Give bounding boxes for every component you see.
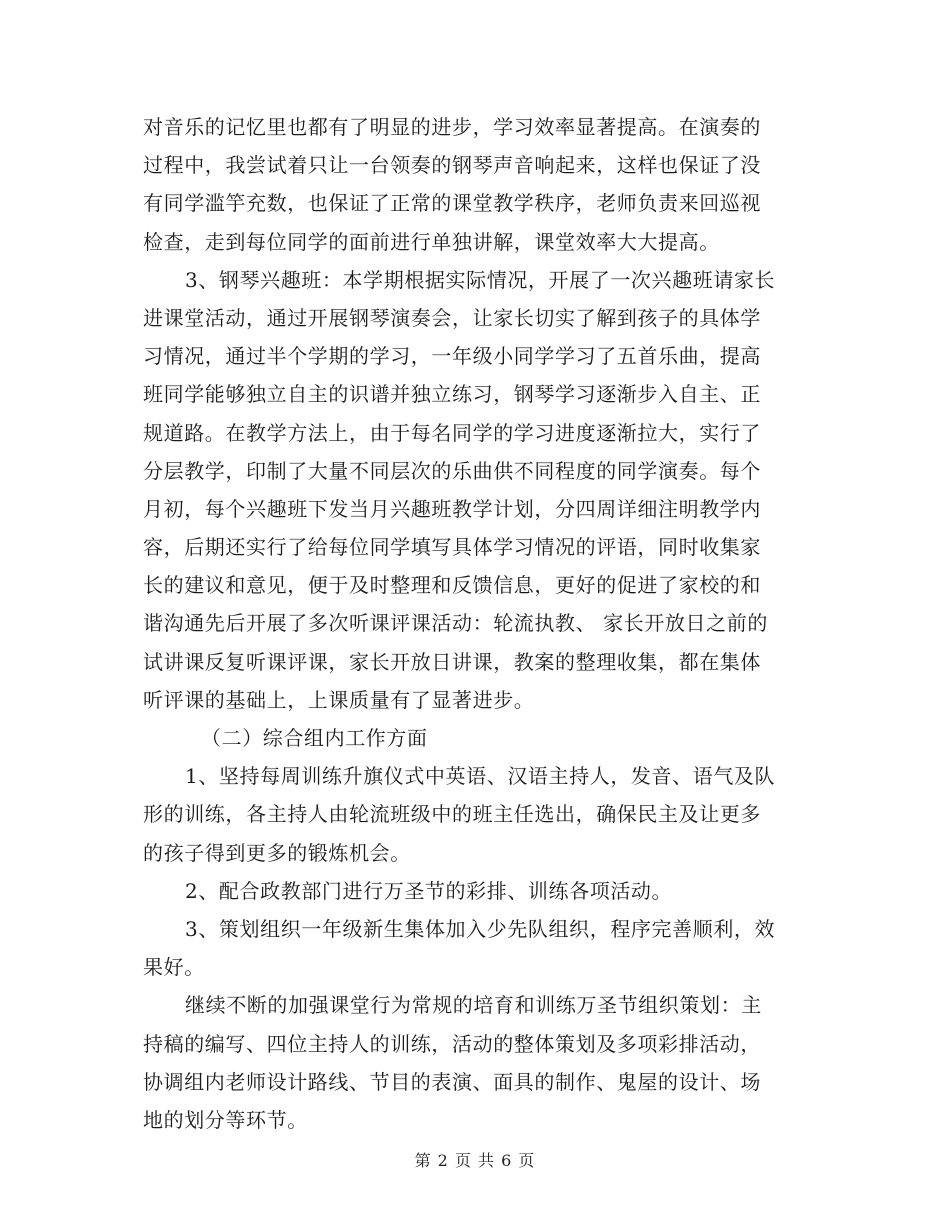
paragraph-start-line: 1、坚持每周训练升旗仪式中英语、汉语主持人，发音、语气及队 [185,764,776,789]
text-line: 规道路。在教学方法上，由于每名同学的学习进度逐渐拉大，实行了 [143,420,761,445]
text-line: 的孩子得到更多的锻炼机会。 [143,840,411,865]
paragraph-start-line: 3、策划组织一年级新生集体加入少先队组织，程序完善顺利，效 [185,916,776,941]
text-line: 有同学滥竽充数，也保证了正常的课堂教学秩序，老师负责来回巡视 [143,191,761,216]
text-line: 地的划分等环节。 [143,1107,308,1132]
document-body [143,108,813,1139]
text-line: 协调组内老师设计路线、节目的表演、面具的制作、鬼屋的设计、场 [143,1069,761,1094]
text-line: 果好。 [143,955,205,980]
text-line: 分层教学，印制了大量不同层次的乐曲供不同程度的同学演奏。每个 [143,458,761,483]
text-line: 检查，走到每位同学的面前进行单独讲解，课堂效率大大提高。 [143,229,720,254]
text-line: 习情况，通过半个学期的学习，一年级小同学学习了五首乐曲，提高 [143,344,761,369]
section-heading: （二）综合组内工作方面 [201,726,428,750]
page-number: 第 2 页 共 6 页 [414,1151,536,1170]
text-line: 对音乐的记忆里也都有了明显的进步，学习效率显著提高。在演奏的 [143,115,761,139]
text-line: 容，后期还实行了给每位同学填写具体学习情况的评语，同时收集家 [143,535,761,560]
paragraph-start-line: 继续不断的加强课堂行为常规的培育和训练万圣节组织策划：主 [185,993,762,1018]
text-line: 班同学能够独立自主的识谱并独立练习，钢琴学习逐渐步入自主、正 [143,382,761,407]
text-line: 持稿的编写、四位主持人的训练，活动的整体策划及多项彩排活动， [143,1031,761,1056]
text-line: 长的建议和意见，便于及时整理和反馈信息，更好的促进了家校的和 [143,573,761,598]
text-line: 听评课的基础上，上课质量有了显著进步。 [143,687,535,712]
text-line: 月初，每个兴趣班下发当月兴趣班教学计划，分四周详细注明教学内 [143,496,761,521]
text-line: 过程中，我尝试着只让一台领奏的钢琴声音响起来，这样也保证了没 [143,153,761,178]
paragraph-start-line: 2、配合政教部门进行万圣节的彩排、训练各项活动。 [185,878,673,903]
text-line: 谐沟通先后开展了多次听课评课活动：轮流执教、 家长开放日之前的 [143,611,768,636]
text-line: 试讲课反复听课评课，家长开放日讲课，教案的整理收集，都在集体 [143,649,761,674]
text-line: 形的训练，各主持人由轮流班级中的班主任选出，确保民主及让更多 [143,802,761,827]
text-line: 进课堂活动，通过开展钢琴演奏会，让家长切实了解到孩子的具体学 [143,305,761,330]
paragraph-start-line: 3、钢琴兴趣班：本学期根据实际情况，开展了一次兴趣班请家长 [185,267,776,292]
